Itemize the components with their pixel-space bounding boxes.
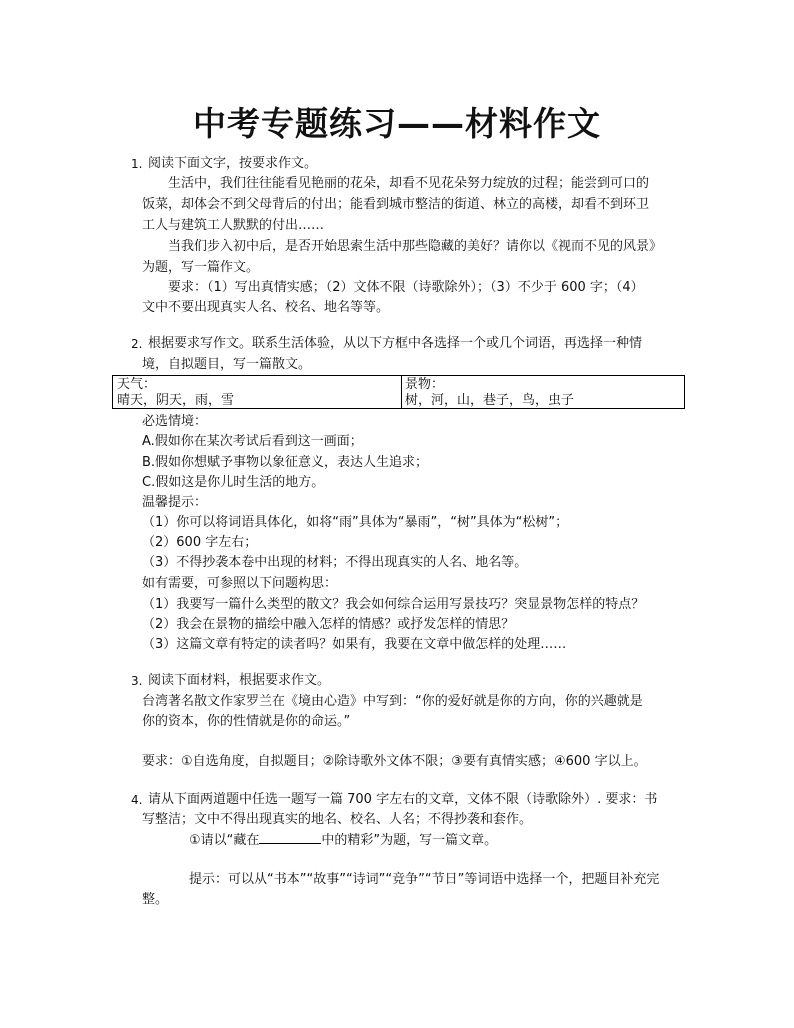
question-1-text-line: 当我们步入初中后，是否开始思索生活中那些隐藏的美好？请你以《视而不见的风景》 (168, 239, 663, 254)
tip-item: （2）600 字左右； (142, 535, 258, 550)
question-1-text-line: 生活中，我们往往能看见艳丽的花朵，却看不见花朵努力绽放的过程；能尝到可口的 (168, 176, 650, 191)
page-title: 中考专题练习——材料作文 (193, 104, 601, 143)
fill-in-blank (259, 831, 321, 844)
question-4-option-1 (189, 831, 497, 850)
tips-heading: 温馨提示： (142, 495, 208, 510)
scenery-words: 树，河，山，巷子，鸟，虫子 (405, 393, 575, 408)
situation-option: B.假如你想赋予事物以象征意义，表达人生追求； (142, 455, 429, 470)
scenery-header: 景物： (405, 377, 445, 392)
conceive-item: （2）我会在景物的描绘中融入怎样的情感？或抒发怎样的情思？ (142, 617, 515, 632)
question-4-hint: 整。 (142, 892, 169, 907)
question-3-material: 台湾著名散文作家罗兰在《境由心造》中写到：“你的爱好就是你的方向，你的兴趣就是 (142, 694, 643, 709)
situation-option: C.假如这是你儿时生活的地方。 (142, 475, 325, 490)
question-3-requirement: 要求：①自选角度，自拟题目；②除诗歌外文体不限；③要有真情实感；④600 字以上。 (142, 754, 647, 769)
conceive-item: （1）我要写一篇什么类型的散文？我会如何综合运用写景技巧？突显景物怎样的特点？ (142, 597, 645, 612)
question-1-number: 1. (131, 157, 143, 171)
option-1-suffix: 中的精彩”为题，写一篇文章。 (321, 833, 498, 848)
table-divider (401, 376, 402, 408)
question-1-text-line: 为题，写一篇作文。 (142, 260, 260, 275)
tip-item: （3）不得抄袭本卷中出现的材料；不得出现真实的人名、地名等。 (142, 555, 528, 570)
situation-heading: 必选情境： (142, 414, 208, 429)
question-4-hint: 提示：可以从“书本”“故事”“诗词”“竞争”“节日”等词语中选择一个，把题目补充完 (189, 872, 660, 887)
weather-header: 天气： (117, 377, 157, 392)
question-4-number: 4. (131, 793, 143, 807)
weather-words: 晴天，阴天，雨，雪 (117, 393, 235, 408)
question-4-instruction: 写整洁；文中不得出现真实的地名、校名、人名；不得抄袭和套作。 (142, 812, 533, 827)
question-1-requirement: 要求：（1）写出真情实感；（2）文体不限（诗歌除外）；（3）不少于 600 字；（4） (168, 280, 644, 295)
conceive-heading: 如有需要，可参照以下问题构思： (142, 576, 338, 591)
question-2-instruction: 境，自拟题目，写一篇散文。 (142, 357, 312, 372)
question-3-material: 你的资本，你的性情就是你的命运。” (142, 714, 351, 729)
question-1-instruction: 阅读下面文字，按要求作文。 (148, 156, 318, 171)
word-choice-table (112, 375, 685, 409)
tip-item: （1）你可以将词语具体化，如将“雨”具体为“暴雨”，“树”具体为“松树”； (142, 515, 569, 530)
question-1-text-line: 工人与建筑工人默默的付出…… (142, 218, 325, 233)
question-3-number: 3. (131, 674, 143, 688)
conceive-item: （3）这篇文章有特定的读者吗？如果有，我要在文章中做怎样的处理…… (142, 637, 567, 652)
question-2-instruction: 根据要求写作文。联系生活体验，从以下方框中各选择一个或几个词语，再选择一种情 (148, 336, 643, 351)
question-2-number: 2. (131, 337, 143, 351)
question-1-text-line: 饭菜，却体会不到父母背后的付出；能看到城市整洁的街道、林立的高楼，却看不到环卫 (142, 197, 650, 212)
question-4-instruction: 请从下面两道题中任选一题写一篇 700 字左右的文章，文体不限（诗歌除外）. 要求：书 (148, 792, 658, 807)
question-1-requirement: 文中不要出现真实人名、校名、地名等等。 (142, 300, 390, 315)
question-3-instruction: 阅读下面材料，根据要求作文。 (148, 673, 331, 688)
situation-option: A.假如你在某次考试后看到这一画面； (142, 434, 363, 449)
option-1-prefix: ①请以“藏在 (189, 833, 260, 848)
